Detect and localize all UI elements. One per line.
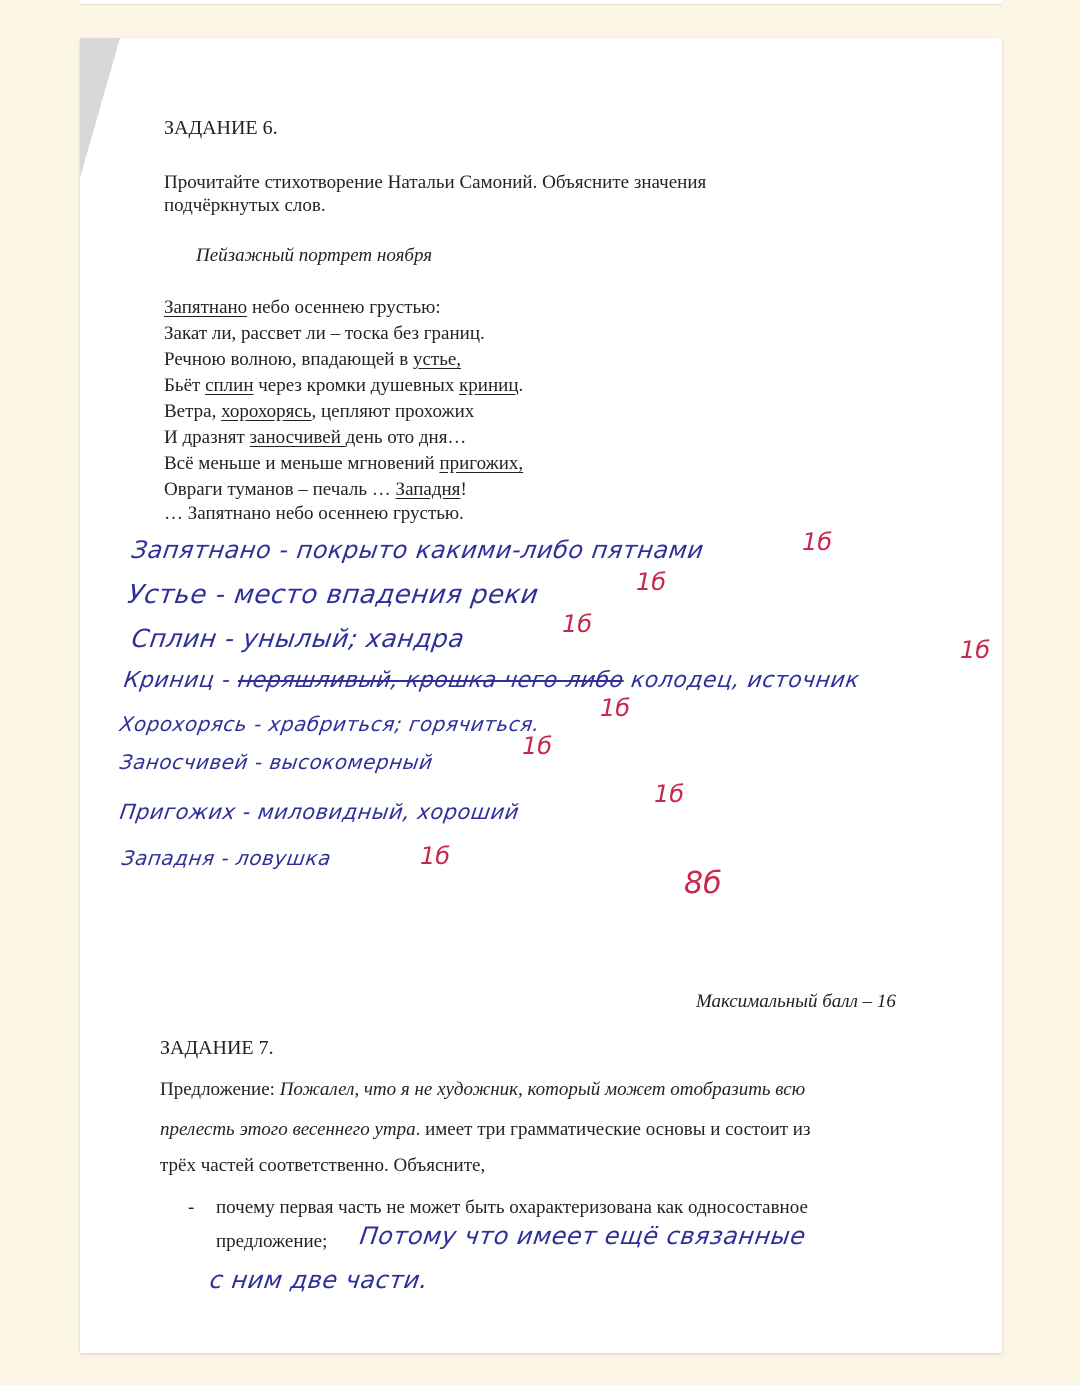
- poem-text: Всё меньше и меньше мгновений: [164, 453, 440, 474]
- handwritten-answer-5: Хорохорясь - храбриться; горячиться.: [118, 712, 542, 736]
- example-sentence: Пожалел, что я не художник, который может отобразить всю: [279, 1079, 806, 1100]
- task6-instruction-line1: Прочитайте стихотворение Натальи Самоний. Объясните значения: [164, 172, 707, 193]
- poem-text: Речною волною, впадающей в: [164, 349, 413, 370]
- handwritten-answer-6: Заносчивей - высокомерный: [118, 750, 435, 774]
- example-sentence-end: прелесть этого весеннего утра: [160, 1119, 416, 1140]
- bullet-marker: -: [188, 1197, 195, 1218]
- poem-text: , цепляют прохожих: [311, 401, 475, 422]
- handwritten-answer-7: Пригожих - миловидный, хороший: [118, 800, 521, 824]
- poem-text: Бьёт: [164, 375, 206, 396]
- poem-line-8: [164, 478, 467, 502]
- total-grade-mark: 8б: [684, 866, 722, 901]
- poem-line-7: [164, 452, 523, 476]
- grade-mark-8: 1б: [420, 842, 451, 870]
- crossed-out-text: неряшливый, крошка чего-либо: [236, 668, 626, 693]
- handwritten-answer-1: Запятнано - покрыто какими-либо пятнами: [130, 536, 706, 564]
- poem-text: день ото дня…: [345, 427, 467, 448]
- poem-line-4: [164, 374, 523, 398]
- grade-mark-1: 1б: [802, 528, 833, 556]
- underlined-word: сплин: [205, 375, 254, 396]
- handwritten-task7-answer-line1: Потому что имеет ещё связанные: [358, 1222, 808, 1250]
- poem-line-5: [164, 400, 474, 424]
- grade-mark-4: 1б: [960, 636, 991, 664]
- handwritten-answer-8: Западня - ловушка: [120, 846, 333, 870]
- poem-text: небо осеннею грустью:: [247, 297, 441, 318]
- task7-paragraph-line1: [160, 1078, 805, 1102]
- task7-heading: ЗАДАНИЕ 7.: [160, 1037, 274, 1059]
- task7-bullet-line2: предложение;: [216, 1231, 328, 1252]
- poem-title: Пейзажный портрет ноября: [196, 245, 433, 266]
- task7-text: . имеет три грамматические основы и состоит из: [415, 1119, 811, 1140]
- poem-text: !: [460, 479, 467, 500]
- underlined-word: пригожих,: [439, 453, 524, 474]
- poem-text: И дразнят: [164, 427, 250, 448]
- handwritten-answer-3: Сплин - унылый; хандра: [129, 624, 467, 653]
- poem-text: Овраги туманов – печаль …: [164, 479, 396, 500]
- task7-paragraph-line2: [160, 1118, 810, 1142]
- grade-mark-2: 1б: [636, 568, 667, 596]
- handwritten-task7-answer-line2: с ним две части.: [208, 1266, 431, 1294]
- previous-page-edge: [80, 0, 1002, 5]
- grade-mark-5: 1б: [600, 694, 631, 722]
- handwritten-answer-2: Устье - место впадения реки: [125, 580, 541, 610]
- poem-line-6: [164, 426, 466, 450]
- poem-line-1: [164, 296, 441, 320]
- poem-text: .: [518, 375, 524, 396]
- max-score: Максимальный балл – 16: [696, 991, 896, 1012]
- task7-bullet-line1: почему первая часть не может быть охарактеризована как односоставное: [216, 1197, 808, 1218]
- underlined-word: устье,: [412, 349, 462, 370]
- grade-mark-6: 1б: [522, 732, 553, 760]
- folded-corner-shadow: [80, 38, 120, 178]
- task7-text: Предложение:: [160, 1079, 280, 1100]
- scanned-page: [80, 38, 1002, 1353]
- grade-mark-3: 1б: [562, 610, 593, 638]
- task6-instruction-line2: подчёркнутых слов.: [164, 195, 326, 216]
- underlined-word: Западня: [395, 479, 461, 500]
- answer-word: Криниц -: [122, 668, 240, 693]
- poem-text: Ветра,: [164, 401, 222, 422]
- underlined-word: хорохорясь: [221, 401, 312, 422]
- poem-line-9: … Запятнано небо осеннею грустью.: [164, 503, 464, 524]
- poem-line-3: [164, 348, 461, 372]
- task7-paragraph-line3: трёх частей соответственно. Объясните,: [160, 1155, 486, 1176]
- task6-heading: ЗАДАНИЕ 6.: [164, 117, 278, 139]
- grade-mark-7: 1б: [654, 780, 685, 808]
- answer-correction: колодец, источник: [621, 668, 862, 693]
- underlined-word: криниц: [459, 375, 519, 396]
- underlined-word: заносчивей: [249, 427, 346, 448]
- poem-line-2: Закат ли, рассвет ли – тоска без границ.: [164, 323, 485, 344]
- poem-text: через кромки душевных: [253, 375, 460, 396]
- underlined-word: Запятнано: [164, 297, 248, 318]
- handwritten-answer-4: [122, 668, 861, 693]
